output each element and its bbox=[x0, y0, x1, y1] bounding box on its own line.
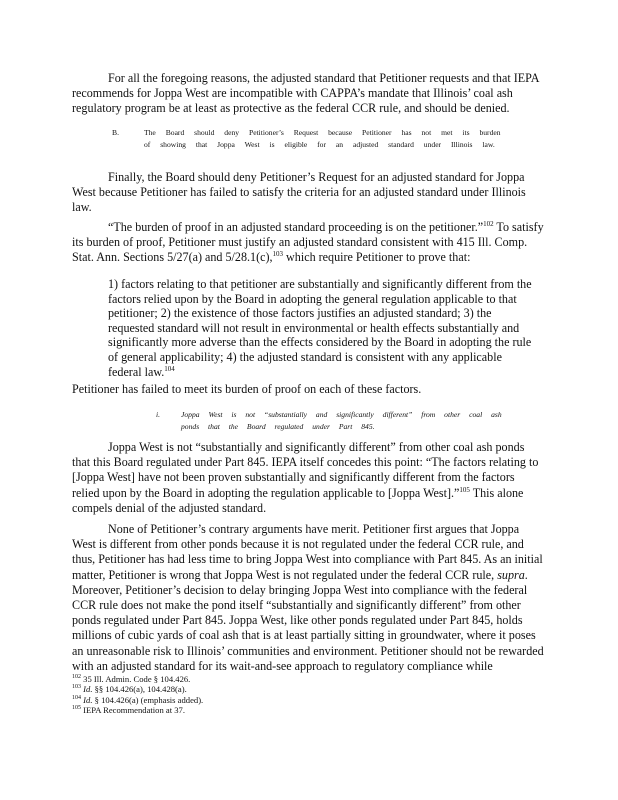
paragraph-not-different: Joppa West is not “substantially and significantly different” from other coal ash ponds that this Board regulated under Part 845. IEPA itself concedes this point: “The factors relating to [Joppa West] have not been proven substantially and significantly different from the factors relied upon by the Board in adopting the regulation applicable to [Joppa West].”$^{105}$ This alone compels denial of the adjusted standard. bbox=[72, 440, 539, 515]
footnote-104: $^{104}$ Id. § 104.426(a) (emphasis added). bbox=[72, 694, 204, 705]
footnote-103: $^{103}$ Id. §§ 104.426(a), 104.428(a). bbox=[72, 684, 187, 695]
subsection-heading-text: Joppa West is not “substantially and significantly different” from other coal ash ponds that the Board regulated under Part 845. bbox=[181, 410, 502, 431]
paragraph-contrary-arguments: None of Petitioner’s contrary arguments have merit. Petitioner first argues that Joppa West is different from other ponds because it is not regulated under the federal CCR rule, and thus, Petitioner has had less time to bring Joppa West into compliance with Part 845. As an initial matter, Petitioner is wrong that Joppa West is not regulated under the federal CCR rule, supra. Moreover, Petitioner’s decision to delay bringing Joppa West into compliance with the federal CCR rule does not make the pond itself “substantially and significantly different” from other ponds regulated under Part 845. Joppa West, like other ponds regulated under Part 845, holds millions of cubic yards of coal ash that is at least partially sitting in groundwater, where it poses an unreasonable risk to Illinois’ communities and environment. Petitioner should not be rewarded with an adjusted standard for its wait-and-see approach to regulatory compliance while bbox=[72, 522, 544, 673]
footnote-ref[interactable]: 103 bbox=[272, 250, 284, 259]
footnote-ref[interactable]: 102 bbox=[483, 219, 494, 228]
subsection-heading-label: i. bbox=[156, 410, 161, 419]
paragraph-failed-burden: Petitioner has failed to meet its burden of proof on each of these factors. bbox=[72, 382, 422, 396]
section-heading-text: The Board should deny Petitioner’s Request because Petitioner has not met its burden of showing that Joppa West is eligible for an adjusted standard under Illinois law. bbox=[144, 128, 501, 149]
paragraph-conclusion: For all the foregoing reasons, the adjusted standard that Petitioner requests and that IEPA recommends for Joppa West are incompatible with CAPPA’s mandate that Illinois’ coal ash regulatory program be at least as protective as the federal CCR rule, and should be denied. bbox=[72, 71, 539, 116]
paragraph-burden-of-proof: “The burden of proof in an adjusted standard proceeding is on the petitioner.”$^{102}$ To satisfy its burden of proof, Petitioner must justify an adjusted standard consistent with 415 Ill. Comp. Stat. Ann. Sections 5/27(a) and 5/28.1(c),$^{103}$ which require Petitioner to prove that: bbox=[72, 219, 544, 265]
footnotes bbox=[72, 674, 544, 716]
footnote-ref[interactable]: 104 bbox=[164, 364, 175, 373]
footnote-105: $^{105}$ IEPA Recommendation at 37. bbox=[72, 705, 185, 716]
footnote-ref[interactable]: 105 bbox=[459, 485, 470, 494]
block-quote-criteria: 1) factors relating to that petitioner are substantially and significantly different from the factors relied upon by the Board in adopting the general regulation applicable to that petitioner; 2) the existence of those factors justifies an adjusted standard; 3) the requested standard will not result in environmental or health effects substantially and significantly more adverse than the effects considered by the Board in adopting the rule of general applicability; 4) the adjusted standard is consistent with any applicable federal law.$^{104}$ bbox=[108, 277, 532, 379]
paragraph-intro-burden: Finally, the Board should deny Petitioner’s Request for an adjusted standard for Joppa West because Petitioner has failed to satisfy the criteria for an adjusted standard under Illinois law. bbox=[72, 170, 526, 215]
section-heading-label: B. bbox=[112, 128, 119, 137]
footnote-102: $^{102}$ 35 Ill. Admin. Code § 104.426. bbox=[72, 674, 191, 684]
